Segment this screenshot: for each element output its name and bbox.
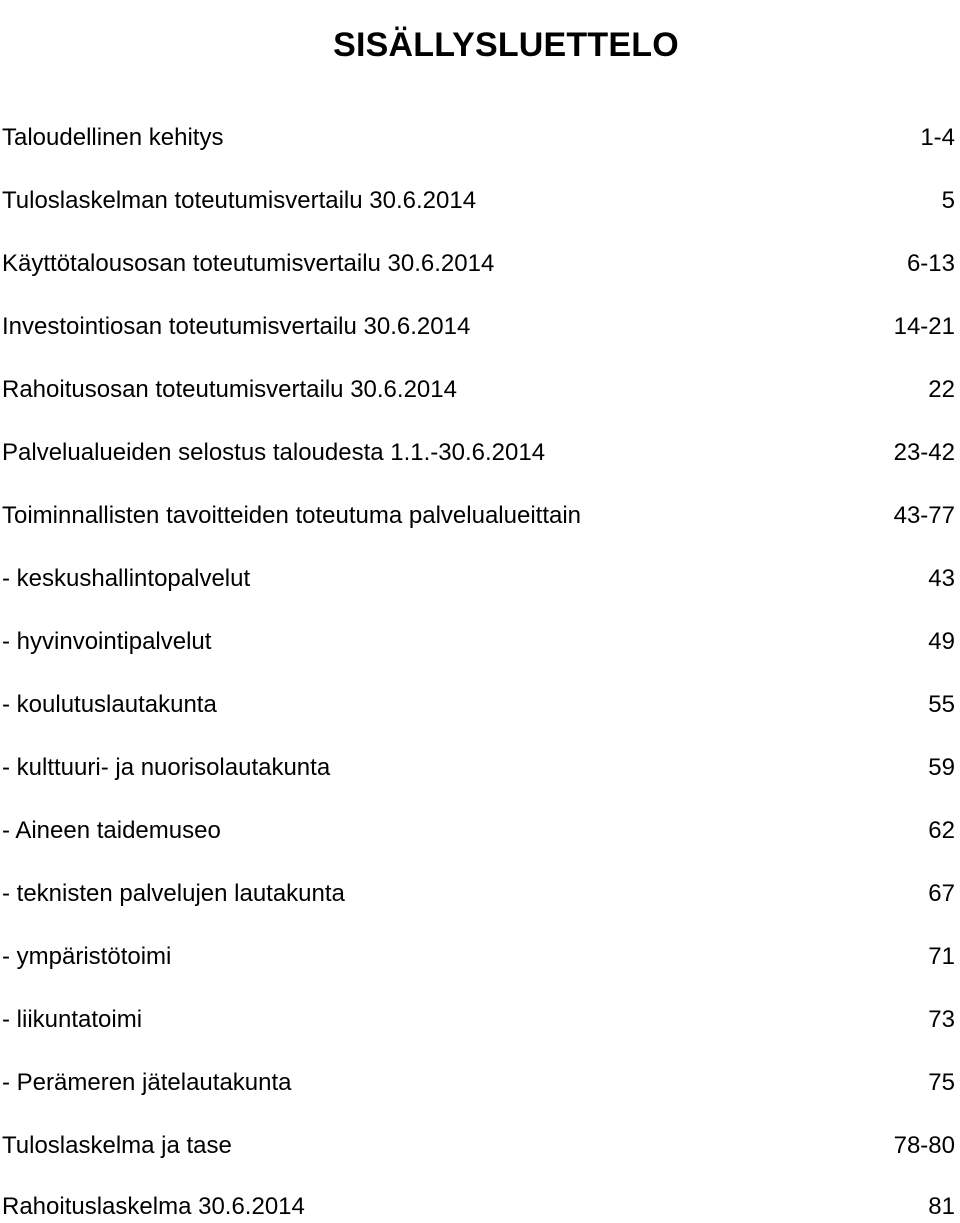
- toc-entry-label: Taloudellinen kehitys: [2, 124, 224, 151]
- toc-subentry: [0, 1067, 955, 1099]
- toc-entry-page: 43: [928, 565, 955, 592]
- toc-entry-label: Rahoitusosan toteutumisvertailu 30.6.2014: [2, 376, 457, 403]
- toc-entry-page: 81: [928, 1193, 955, 1220]
- toc-entry: [0, 437, 955, 469]
- toc-entry-label: Tuloslaskelman toteutumisvertailu 30.6.2014: [2, 187, 477, 214]
- toc-entry-page: 67: [928, 880, 955, 907]
- toc-entry-label: Rahoituslaskelma 30.6.2014: [2, 1193, 305, 1220]
- toc-entry-page: 49: [928, 628, 955, 655]
- toc-subentry: [0, 878, 955, 910]
- toc-entry-label: Investointiosan toteutumisvertailu 30.6.2014: [2, 313, 471, 340]
- toc-subentry: [0, 941, 955, 973]
- toc-entry-page: 23-42: [893, 439, 955, 466]
- toc-entry-page: 73: [928, 1006, 955, 1033]
- toc-entry-label: - Perämeren jätelautakunta: [2, 1069, 292, 1096]
- toc-subentry: [0, 689, 955, 721]
- toc-entry-page: 59: [928, 754, 955, 781]
- toc-entry-page: 6-13: [906, 250, 955, 277]
- toc-entry-label: - Aineen taidemuseo: [2, 817, 221, 844]
- toc-entry-label: Käyttötalousosan toteutumisvertailu 30.6.2014: [2, 250, 495, 277]
- toc-entry: [0, 500, 955, 532]
- toc-entry-label: - kulttuuri- ja nuorisolautakunta: [2, 754, 331, 781]
- toc-entry-page: 71: [928, 943, 955, 970]
- toc-subentry: [0, 815, 955, 847]
- toc-entry-page: 1-4: [920, 124, 955, 151]
- page-title: SISÄLLYSLUETTELO: [333, 25, 679, 64]
- toc-entry-page: 62: [928, 817, 955, 844]
- toc-entry: [0, 374, 955, 406]
- toc-entry: [0, 311, 955, 343]
- toc-entry: [0, 248, 955, 280]
- toc-subentry: [0, 563, 955, 595]
- toc-entry-label: - koulutuslautakunta: [2, 691, 217, 718]
- toc-entry-label: Tuloslaskelma ja tase: [2, 1132, 232, 1159]
- toc-subentry: [0, 626, 955, 658]
- toc-entry-label: - hyvinvointipalvelut: [2, 628, 212, 655]
- toc-entry-page: 55: [928, 691, 955, 718]
- toc-entry-label: Toiminnallisten tavoitteiden toteutuma palvelualueittain: [2, 502, 582, 529]
- toc-entry: [0, 1130, 955, 1162]
- toc-entry: [0, 185, 955, 217]
- toc-entry-page: 22: [928, 376, 955, 403]
- toc-entry-page: 43-77: [893, 502, 955, 529]
- toc-entry-page: 75: [928, 1069, 955, 1096]
- toc-subentry: [0, 752, 955, 784]
- toc-entry-label: - liikuntatoimi: [2, 1006, 143, 1033]
- toc-entry-page: 78-80: [893, 1132, 955, 1159]
- toc-entry-label: - ympäristötoimi: [2, 943, 172, 970]
- toc-subentry: [0, 1004, 955, 1036]
- toc-entry: [0, 122, 955, 154]
- toc-entry-page: 5: [941, 187, 955, 214]
- toc-entry: [0, 1191, 955, 1223]
- toc-entry-page: 14-21: [893, 313, 955, 340]
- toc-entry-label: Palvelualueiden selostus taloudesta 1.1.-30.6.2014: [2, 439, 546, 466]
- toc-entry-label: - keskushallintopalvelut: [2, 565, 251, 592]
- toc-entry-label: - teknisten palvelujen lautakunta: [2, 880, 345, 907]
